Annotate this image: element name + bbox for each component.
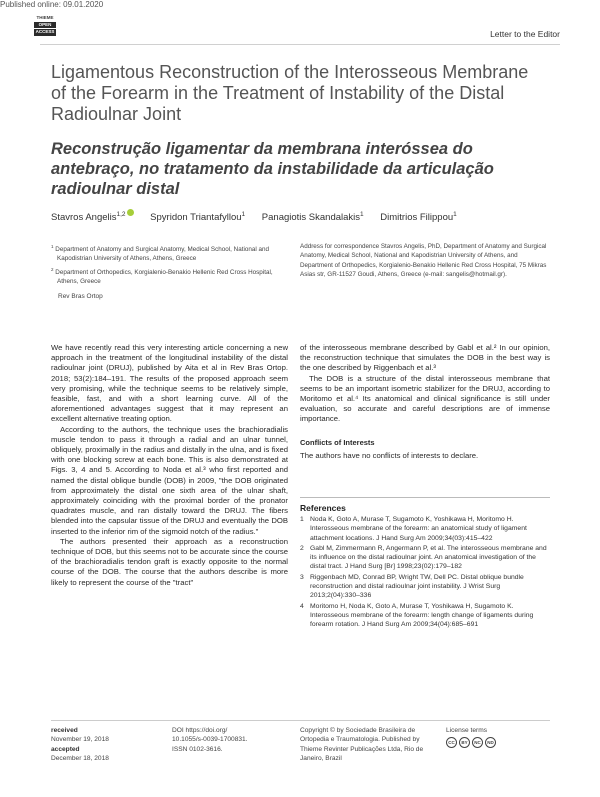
reference-item[interactable]: 1 Noda K, Goto A, Murase T, Sugamoto K, Yoshikawa H, Moritomo H. Interosseous membrane of the forearm: an anatomical study of ligament attachment locations. J Hand Surg Am 2009;34(03):415–422 xyxy=(300,516,527,542)
body-paragraph: We have recently read this very interesting article concerning a new approach in the treatment of the longitudinal instability of the distal radioulnar joint (DRUJ), published by Aita et al in Rev Bras Ortop. 2018; 53(2):184–191. The results of the proposed approach seem very promising, while the technique seems to be relatively simple, feasible, fast, and with a short learning curve. All of the aforementioned advantages suggest that it may represent an excellent alternative treating option. xyxy=(51,343,288,424)
author[interactable]: Spyridon Triantafyllou$^1$ xyxy=(150,210,246,223)
conflicts-heading: Conflicts of Interests xyxy=(300,437,375,447)
reference-list xyxy=(300,515,550,631)
references-rule xyxy=(300,497,550,498)
journal-short-title: Rev Bras Ortop xyxy=(58,293,103,300)
cc-license-icons[interactable] xyxy=(446,737,556,748)
doi-link[interactable]: DOI https://doi.org/ xyxy=(172,727,228,734)
body-left-column xyxy=(51,343,288,588)
body-paragraph: The authors presented their approach as a reconstruction technique of DOB, but this seems not to be accurate since the course of the brachioradialis tendon graft is exactly opposite to the normal course of the DOB. The course that the authors describe is more likely to represent the course of the "tract" xyxy=(51,536,288,587)
body-paragraph: of the interosseous membrane described by Gabl et al.² In our opinion, the reconstruction technique that simulates the DOB in the best way is the one described by Riggenbach et al.³ xyxy=(300,343,550,373)
conflicts-text: The authors have no conflicts of interests to declare. xyxy=(300,450,479,460)
received-date: November 19, 2018 xyxy=(51,736,109,744)
accepted-label: accepted xyxy=(51,745,80,753)
body-paragraph: The DOB is a structure of the distal interosseous membrane that seems to be an important isometric stabilizer for the DRUJ, according to Moritomo et al.⁴ Its anatomical and clinical significance is still under evaluation, so accurate and careful descriptions are of immense importance. xyxy=(300,373,550,424)
header-rule xyxy=(40,44,560,45)
doi-value[interactable]: 10.1055/s-0039-1700831. xyxy=(172,736,248,744)
issn: ISSN 0102-3616. xyxy=(172,745,223,753)
oa-logo-bottom: ACCESS xyxy=(35,29,55,35)
license-block xyxy=(446,726,556,748)
author-list xyxy=(51,209,551,223)
nc-icon: NC xyxy=(472,737,483,748)
reference-item[interactable]: 2 Gabl M, Zimmermann R, Angermann P, et al. The interosseous membrane and its influence on the distal radioulnar joint. An anatomical investigation of the distal tract. J Hand Surg [Br] 1998;23(02):179–182 xyxy=(300,544,547,571)
received-label: received xyxy=(51,727,78,734)
accepted-date: December 18, 2018 xyxy=(51,754,109,762)
author[interactable]: Dimitrios Filippou$^1$ xyxy=(380,210,457,223)
reference-item[interactable]: 3 Riggenbach MD, Conrad BP, Wright TW, Dell PC. Distal oblique bundle reconstruction and distal radioulnar joint instability. J Wrist Surg 2013;2(04):330–336 xyxy=(300,573,524,600)
oa-logo-top: THIEME xyxy=(36,15,54,20)
body-paragraph: According to the authors, the technique uses the brachioradialis muscle tendon to pass it through a radial and an ulnar tunnel, obliquely, proximally in the radius and distally in the ulna, and is fixed with one blocking screw at each bone. This is also demonstrated at Figs. 3, 4 and 5. According to Noda et al.³ who first reported and named the distal oblique bundle (DOB) in 2009, "the DOB originated from approximately the distal one sixth area of the ulnar shaft, approximately coinciding with the proximal border of the pronator quadrates muscle, and ran distally toward the DRUJ. The fibers blended into the capsular tissue of the DRUJ and eventually the DOB inserted to the inferior rim of the sigmoid notch of the radius." xyxy=(51,424,288,536)
oa-logo-mid: OPEN xyxy=(34,22,56,29)
affiliation: $^2$ Department of Orthopedics, Korgialenio-Benakio Hellenic Red Cross Hospital, Athens, Greece xyxy=(51,266,273,286)
doi-block xyxy=(172,726,292,754)
correspondence-address: Address for correspondence Stavros Angelis, PhD, Department of Anatomy and Surgical Anatomy, Medical School, National and Kapodistrian University of Athens, and Department of Orthopedics, Korgialenio-Benakio Hellenic Red Cross Hospital, 75 Mikras Asias str, GR-11527 Goudi, Athens, Greece (e-mail: sangelis@hotmail.gr). xyxy=(300,243,547,278)
article-title-english: Ligamentous Reconstruction of the Interosseous Membrane of the Forearm in the Treatment of Instability of the Distal Radioulnar Joint xyxy=(51,62,529,124)
footer-rule xyxy=(51,720,550,721)
article-title-portuguese: Reconstrução ligamentar da membrana interóssea do antebraço, no tratamento da instabilidade da articulação radioulnar distal xyxy=(51,140,494,198)
orcid-icon[interactable] xyxy=(127,209,134,216)
author[interactable]: Panagiotis Skandalakis$^1$ xyxy=(261,210,364,223)
published-online-stamp: Published online: 09.01.2020 xyxy=(0,0,104,9)
cc-icon: CC xyxy=(446,737,457,748)
by-icon: BY xyxy=(459,737,470,748)
reference-item[interactable]: 4 Moritomo H, Noda K, Goto A, Murase T, Yoshikawa H, Sugamoto K. Interosseous membrane of the forearm: length change of ligaments during forearm rotation. J Hand Surg Am 2009;34(04):685–691 xyxy=(300,602,534,629)
author[interactable]: Stavros Angelis$^{1,2}$ xyxy=(51,212,134,223)
references-heading: References xyxy=(300,503,346,513)
dates-block xyxy=(51,726,161,763)
section-label: Letter to the Editor xyxy=(490,29,560,39)
open-access-logo xyxy=(34,16,56,36)
license-terms-label[interactable]: License terms xyxy=(446,727,488,734)
copyright-notice: Copyright © by Sociedade Brasileira de Ortopedia e Traumatologia. Published by Thieme Revinter Publicações Ltda, Rio de Janeiro, Brazil xyxy=(300,727,424,762)
nd-icon: ND xyxy=(485,737,496,748)
body-right-column xyxy=(300,343,550,461)
affiliation: $^1$ Department of Anatomy and Surgical Anatomy, Medical School, National and Kapodistrian University of Athens, Athens, Greece xyxy=(51,244,270,263)
affiliations xyxy=(51,242,289,287)
